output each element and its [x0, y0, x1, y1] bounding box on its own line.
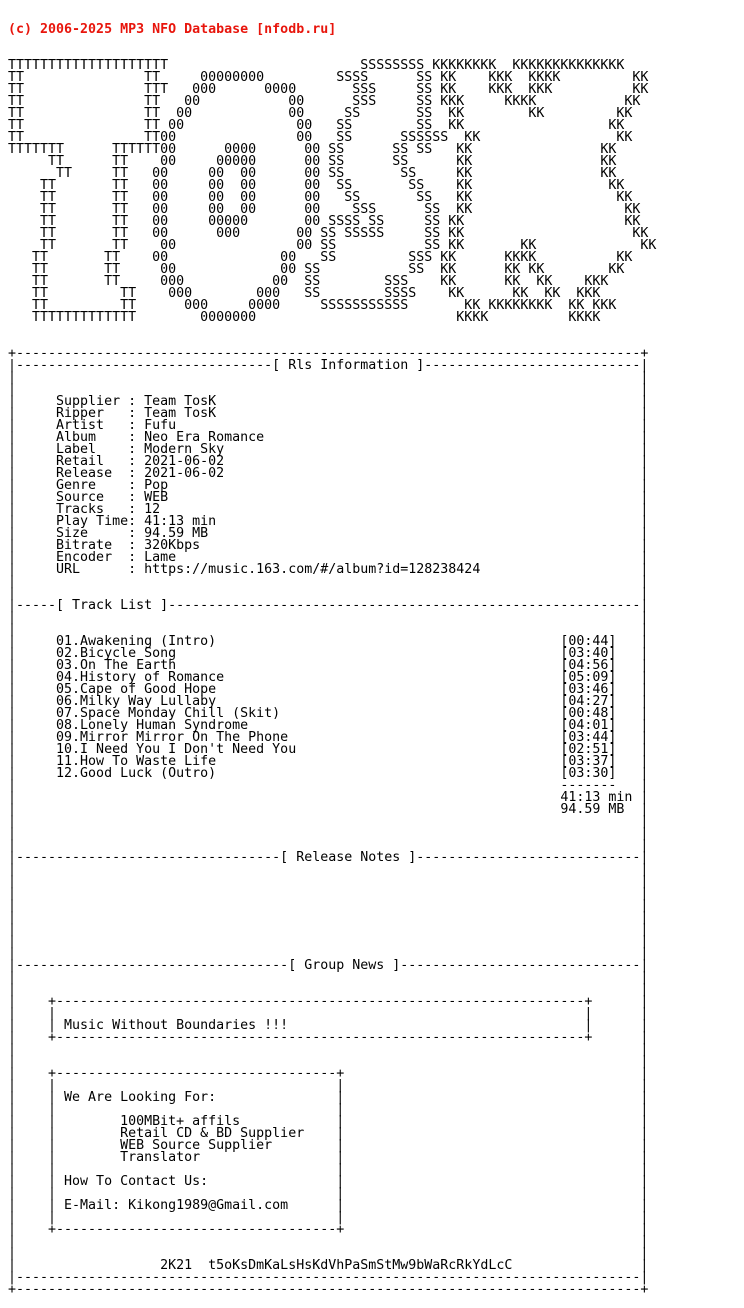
frame-line: | | [8, 586, 649, 601]
logo-line: TT TT 00 00 SSS SS KKK KKKK KK [8, 94, 641, 109]
logo-line: TT TT 00 00000 00 SS SS KK KK [8, 154, 617, 169]
frame-line: | 2K21 t5oKsDmKaLsHsKdVhPaSmStMw9bWaRcRkYdLcC | [8, 1258, 649, 1273]
frame-line: |--------------------------------[ Rls Information ]---------------------------| [8, 358, 649, 373]
frame-line: | Label : Modern Sky | [8, 442, 649, 457]
frame-line: | | [8, 874, 649, 889]
logo-line: TT TT 00 00000 00 SSSS SS SS KK KK [8, 214, 641, 229]
frame-line: | 12.Good Luck (Outro) [03:30] | [8, 766, 649, 781]
frame-line: | 02.Bicycle Song [03:40] | [8, 646, 649, 661]
frame-line: | ------- | [8, 778, 649, 793]
site-header: (c) 2006-2025 MP3 NFO Database [nfodb.ru] [8, 22, 337, 37]
logo-line: TT TT 00000000 SSSS SS KK KKK KKKK KK [8, 70, 649, 85]
logo-line: TT TT 00 00 SS SS KK KK KK [8, 238, 657, 253]
frame-line: +------------------------------------------------------------------------------+ [8, 1282, 649, 1297]
frame-line: | Release : 2021-06-02 | [8, 466, 649, 481]
frame-line: | | [8, 370, 649, 385]
frame-line: | | | | [8, 1162, 649, 1177]
frame-line: | | Translator | | [8, 1150, 649, 1165]
logo-line: TT TT 00 00 00 00 SS SS KK KK [8, 178, 625, 193]
logo-line: TTTTTTT TTTTTT00 0000 00 SS SS SS KK KK [8, 142, 617, 157]
frame-line: | 06.Milky Way Lullaby [04:27] | [8, 694, 649, 709]
frame-line: | | [8, 574, 649, 589]
frame-line: | 11.How To Waste Life [03:37] | [8, 754, 649, 769]
logo-line: TTTTTTTTTTTTTTTTTTTT SSSSSSSS KKKKKKKK KKKKKKKKKKKKKK [8, 58, 625, 73]
frame-line: | Ripper : Team TosK | [8, 406, 649, 421]
frame-line: | | | | [8, 1078, 649, 1093]
frame-line: | 05.Cape of Good Hope [03:46] | [8, 682, 649, 697]
logo-line: TT TT 00 000 00 SS SSSSS SS KK KK [8, 226, 649, 241]
frame-line: | | [8, 382, 649, 397]
frame-line: | | [8, 814, 649, 829]
ascii-logo [8, 60, 656, 324]
frame-line: | | | | [8, 1006, 649, 1021]
logo-line: TT TT 000 000 SS SSSS KK KK KK KKK [8, 286, 601, 301]
logo-line: TT TT 00 00 SS SS KK KK KK [8, 106, 633, 121]
logo-line: TT TT 000 00 SS SSS KK KK KK KKK [8, 274, 609, 289]
frame-line: | | 100MBit+ affils | | [8, 1114, 649, 1129]
frame-line: | | Music Without Boundaries !!! | | [8, 1018, 649, 1033]
frame-line: | | [8, 838, 649, 853]
frame-line: | 94.59 MB | [8, 802, 649, 817]
frame-line: | +-----------------------------------+ | [8, 1222, 649, 1237]
frame-line: | | | | [8, 1210, 649, 1225]
frame-line: | Album : Neo Era Romance | [8, 430, 649, 445]
frame-line: | 09.Mirror Mirror On The Phone [03:44] | [8, 730, 649, 745]
frame-line: | Artist : Fufu | [8, 418, 649, 433]
frame-line: | Retail : 2021-06-02 | [8, 454, 649, 469]
frame-line: | 41:13 min | [8, 790, 649, 805]
frame-line: | | | | [8, 1186, 649, 1201]
frame-line: | +------------------------------------------------------------------+ | [8, 1030, 649, 1045]
frame-line: | | Retail CD & BD Supplier | | [8, 1126, 649, 1141]
frame-line: | | We Are Looking For: | | [8, 1090, 649, 1105]
frame-line: | Size : 94.59 MB | [8, 526, 649, 541]
frame-line: | | [8, 1234, 649, 1249]
frame-line: | Encoder : Lame | [8, 550, 649, 565]
logo-line: TT TT00 00 SS SSSSSS KK KK [8, 130, 633, 145]
nfo-frame [8, 348, 656, 1296]
frame-line: | | [8, 862, 649, 877]
frame-line: | 01.Awakening (Intro) [00:44] | [8, 634, 649, 649]
frame-line: | Play Time: 41:13 min | [8, 514, 649, 529]
frame-line: | | [8, 898, 649, 913]
frame-line: |---------------------------------[ Release Notes ]----------------------------| [8, 850, 649, 865]
frame-line: | 03.On The Earth [04:56] | [8, 658, 649, 673]
frame-line: | +-----------------------------------+ | [8, 1066, 649, 1081]
frame-line: | +------------------------------------------------------------------+ | [8, 994, 649, 1009]
logo-line: TT TT 00 00 SS SSS KK KKKK KK [8, 250, 633, 265]
frame-line: | | E-Mail: Kikong1989@Gmail.com | | [8, 1198, 649, 1213]
frame-line: | | [8, 610, 649, 625]
frame-line: | | [8, 970, 649, 985]
logo-line: TT TT 000 0000 SSSSSSSSSSS KK KKKKKKKK KK KKK [8, 298, 617, 313]
frame-line: | Source : WEB | [8, 490, 649, 505]
frame-line: | | How To Contact Us: | | [8, 1174, 649, 1189]
frame-line: | | [8, 826, 649, 841]
frame-line: +------------------------------------------------------------------------------+ [8, 346, 649, 361]
frame-line: |----------------------------------[ Group News ]------------------------------| [8, 958, 649, 973]
frame-line: | | [8, 622, 649, 637]
logo-line: TT TT 00 00 00 00 SSS SS KK KK [8, 202, 641, 217]
frame-line: | 07.Space Monday Chill (Skit) [00:48] | [8, 706, 649, 721]
frame-line: | | WEB Source Supplier | | [8, 1138, 649, 1153]
frame-line: | | [8, 922, 649, 937]
frame-line: | Bitrate : 320Kbps | [8, 538, 649, 553]
frame-line: | 10.I Need You I Don't Need You [02:51] | [8, 742, 649, 757]
frame-line: | | [8, 946, 649, 961]
frame-line: | 04.History of Romance [05:09] | [8, 670, 649, 685]
logo-line: TT TTT 000 0000 SSS SS KK KKK KKK KK [8, 82, 649, 97]
frame-line: | Tracks : 12 | [8, 502, 649, 517]
logo-line: TT TT 00 00 00 00 SS SS KK KK [8, 190, 633, 205]
frame-line: | | [8, 886, 649, 901]
frame-line: |------------------------------------------------------------------------------| [8, 1270, 649, 1285]
logo-line: TT TT 00 00 SS SS KK KK [8, 118, 625, 133]
frame-line: | | [8, 934, 649, 949]
frame-line: | Genre : Pop | [8, 478, 649, 493]
frame-line: | | [8, 1054, 649, 1069]
frame-line: |-----[ Track List ]-----------------------------------------------------------| [8, 598, 649, 613]
frame-line: | | | | [8, 1102, 649, 1117]
logo-line: TT TT 00 00 00 00 SS SS KK KK [8, 166, 617, 181]
frame-line: | 08.Lonely Human Syndrome [04:01] | [8, 718, 649, 733]
frame-line: | | [8, 1042, 649, 1057]
logo-line: TT TT 00 00 SS SS KK KK KK KK [8, 262, 625, 277]
frame-line: | Supplier : Team TosK | [8, 394, 649, 409]
frame-line: | | [8, 910, 649, 925]
frame-line: | | [8, 1246, 649, 1261]
logo-line: TTTTTTTTTTTTT 0000000 KKKK KKKK [8, 310, 601, 325]
frame-line: | | [8, 982, 649, 997]
frame-line: | URL : https://music.163.com/#/album?id=128238424 | [8, 562, 649, 577]
nfo-document [8, 0, 656, 1308]
